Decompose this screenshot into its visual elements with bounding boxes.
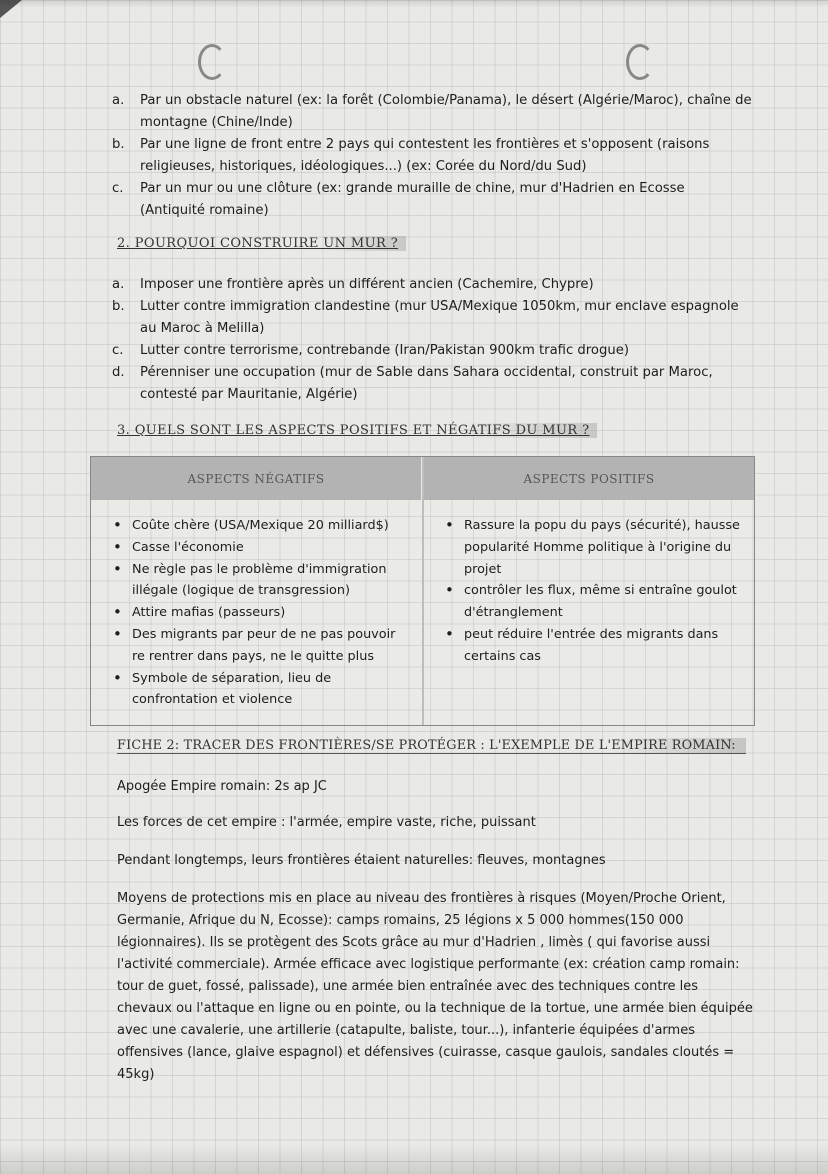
negatifs-header: ASPECTS NÉGATIFS bbox=[91, 457, 421, 500]
list-item-text: Pérenniser une occupation (mur de Sable dans Sahara occidental, construit par Maroc, contesté par Mauritanie, Algérie) bbox=[140, 365, 713, 402]
list-item bbox=[112, 274, 752, 296]
list-marker: c. bbox=[112, 181, 124, 196]
binder-ring-left bbox=[198, 44, 226, 80]
list-marker: a. bbox=[112, 93, 125, 108]
list-item-text: Imposer une frontière après un différent ancien (Cachemire, Chypre) bbox=[140, 277, 594, 292]
list-item-text: Par un obstacle naturel (ex: la forêt (Colombie/Panama), le désert (Algérie/Maroc), chaîne de montagne (Chine/Inde) bbox=[140, 93, 752, 130]
list-marker: b. bbox=[112, 137, 125, 152]
list-item-text: Lutter contre terrorisme, contrebande (Iran/Pakistan 900km trafic drogue) bbox=[140, 343, 629, 358]
list-item: • Des migrants par peur de ne pas pouvoir re rentrer dans pays, ne le quitte plus bbox=[109, 624, 404, 668]
paragraph-apogee: Apogée Empire romain: 2s ap JC bbox=[117, 779, 327, 794]
list-item bbox=[112, 296, 752, 340]
list-frontier-types bbox=[112, 90, 752, 222]
list-item: • Ne règle pas le problème d'immigration illégale (logique de transgression) bbox=[109, 559, 404, 603]
list-why-wall bbox=[112, 274, 752, 406]
page-bottom-shadow bbox=[0, 1144, 828, 1174]
positifs-header: ASPECTS POSITIFS bbox=[424, 457, 754, 500]
list-item bbox=[112, 362, 752, 406]
list-item: • Coûte chère (USA/Mexique 20 milliard$) bbox=[109, 515, 404, 537]
column-divider bbox=[422, 457, 424, 725]
binder-ring-right bbox=[626, 44, 654, 80]
list-item-text: Lutter contre immigration clandestine (mur USA/Mexique 1050km, mur enclave espagnole au Maroc à Melilla) bbox=[140, 299, 739, 336]
fiche-2-heading: FICHE 2: TRACER DES FRONTIÈRES/SE PROTÉGER : L'EXEMPLE DE L'EMPIRE ROMAIN: bbox=[117, 738, 746, 754]
list-item bbox=[112, 340, 752, 362]
negatifs-list bbox=[109, 515, 404, 711]
list-item-text: Par une ligne de front entre 2 pays qui contestent les frontières et s'opposent (raisons religieuses, historiques, idéologiques...) (ex: Corée du Nord/du Sud) bbox=[140, 137, 710, 174]
list-item bbox=[112, 90, 752, 134]
list-item: • Symbole de séparation, lieu de confrontation et violence bbox=[109, 668, 404, 712]
list-item: • Casse l'économie bbox=[109, 537, 404, 559]
section-2-heading: 2. POURQUOI CONSTRUIRE UN MUR ? bbox=[117, 236, 406, 251]
list-item bbox=[112, 134, 752, 178]
list-item: • Rassure la popu du pays (sécurité), hausse popularité Homme politique à l'origine du projet bbox=[441, 515, 741, 580]
list-marker: b. bbox=[112, 299, 125, 314]
positifs-list bbox=[441, 515, 741, 668]
list-item bbox=[112, 178, 752, 222]
list-item: • peut réduire l'entrée des migrants dans certains cas bbox=[441, 624, 741, 668]
list-item: • Attire mafias (passeurs) bbox=[109, 602, 404, 624]
section-3-heading: 3. QUELS SONT LES ASPECTS POSITIFS ET NÉGATIFS DU MUR ? bbox=[117, 423, 597, 438]
paragraph-forces: Les forces de cet empire : l'armée, empire vaste, riche, puissant bbox=[117, 815, 536, 830]
page-top-shadow bbox=[0, 0, 828, 8]
list-marker: a. bbox=[112, 277, 125, 292]
aspects-table bbox=[90, 456, 755, 726]
list-marker: c. bbox=[112, 343, 124, 358]
paragraph-moyens: Moyens de protections mis en place au niveau des frontières à risques (Moyen/Proche Orient, Germanie, Afrique du N, Ecosse): camps romains, 25 légions x 5 000 hommes(150 000 légionnaires). Ils se protègent des Scots grâce au mur d'Hadrien , limès ( qui favorise aussi l'activité commerciale). Armée efficace avec logistique performante (ex: création camp romain: tour de guet, fossé, palissade), une armée bien entraînée avec des techniques contre les chevaux ou l'attaque en ligne ou en pointe, ou la technique de la tortue, une armée bien équipée avec une cavalerie, une artillerie (catapulte, baliste, tour...), infanterie équipées d'armes offensives (lance, glaive espagnol) et défensives (cuirasse, casque gaulois, sandales cloutés = 45kg) bbox=[117, 891, 753, 1082]
list-item: • contrôler les flux, même si entraîne goulot d'étranglement bbox=[441, 580, 741, 624]
list-item-text: Par un mur ou une clôture (ex: grande muraille de chine, mur d'Hadrien en Ecosse (Antiquité romaine) bbox=[140, 181, 685, 218]
paragraph-frontieres: Pendant longtemps, leurs frontières étaient naturelles: fleuves, montagnes bbox=[117, 853, 606, 868]
list-marker: d. bbox=[112, 365, 125, 380]
